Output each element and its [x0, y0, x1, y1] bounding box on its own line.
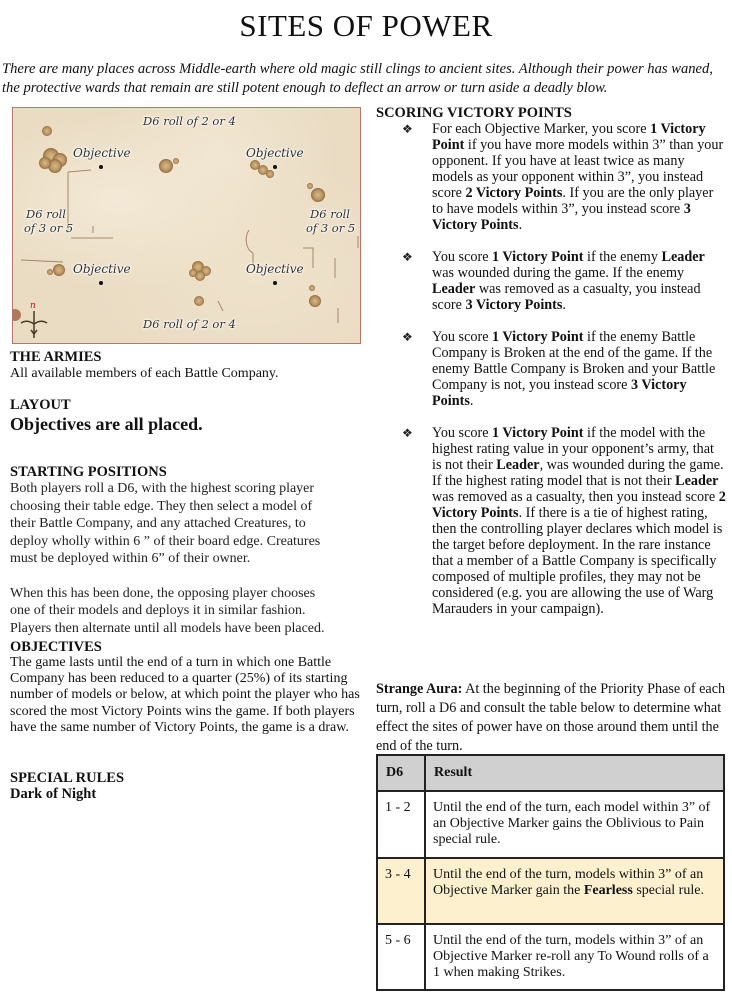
starting-line: one of their models and deploys it in similar fashion. [10, 603, 306, 618]
deployment-label-right [306, 207, 355, 235]
battlefield-map [12, 107, 361, 344]
diamond-bullet-icon: ❖ [402, 122, 413, 136]
objective-label: Objective [246, 262, 304, 276]
deployment-label-left-line1: D6 roll [26, 207, 66, 221]
text-run: You score [432, 425, 493, 441]
tree-cluster [189, 261, 211, 306]
scoring-bullet [402, 329, 726, 409]
diamond-bullet-icon: ❖ [402, 250, 413, 264]
text-run: . [562, 297, 566, 313]
result-cell [425, 924, 724, 990]
objective-label: Objective [246, 146, 304, 160]
deployment-label-top: D6 roll of 2 or 4 [143, 114, 236, 128]
deployment-label-bottom: D6 roll of 2 or 4 [143, 317, 236, 331]
text-run: if the enemy [583, 249, 662, 265]
starting-heading: STARTING POSITIONS [10, 464, 167, 480]
text-run: was wounded during the game. If the enemy [432, 265, 685, 281]
result-cell [425, 858, 724, 924]
emphasis-text: 1 Victory Point [432, 121, 706, 153]
text-run: if you have more models within 3” than your opponent. If you have at least twice as many models as your opponent within 3”, you instead score [432, 137, 724, 201]
page-title: SITES OF POWER [239, 8, 493, 43]
tree-cluster [39, 126, 67, 173]
text-run: Until the end of the turn, models within 3” of an Objective Marker re-roll any To Wound rolls of a 1 when making Strikes. [433, 933, 709, 980]
table-row [377, 924, 724, 990]
text-run: was removed as a casualty, then you instead score [432, 489, 719, 505]
emphasis-text: 1 Victory Point [492, 249, 584, 265]
deployment-label-right-line1: D6 roll [310, 207, 350, 221]
special-rules-heading: SPECIAL RULES [10, 770, 125, 786]
table-row [377, 791, 724, 858]
objective-marker [99, 165, 103, 169]
text-run: special rule. [632, 883, 704, 898]
result-cell [425, 791, 724, 858]
scoring-bullet [402, 121, 726, 233]
layout-heading: LAYOUT [10, 397, 71, 413]
starting-line: Players then alternate until all models have been placed. [10, 620, 325, 636]
starting-para2 [10, 585, 368, 638]
starting-line: Both players roll a D6, with the highest scoring player [10, 481, 315, 496]
emphasis-text: Leader [661, 249, 705, 265]
objectives-text: The game lasts until the end of a turn in which one Battle Company has been reduced to a quarter (25%) of its starting number of models or below, at which point the player who has scored the most Victory Points wins the game. If both players have the same number of Victory Points, the game is a draw. [10, 655, 360, 735]
header-result: Result [425, 755, 724, 791]
emphasis-text: 1 Victory Point [492, 329, 584, 345]
text-run: For each Objective Marker, you score [432, 121, 651, 137]
deployment-label-right-line2: of 3 or 5 [306, 221, 356, 235]
strange-aura-label: Strange Aura: [376, 681, 463, 697]
layout-text: Objectives are all placed. [10, 414, 203, 434]
text-run: . [469, 393, 474, 409]
tree-cluster [159, 158, 179, 173]
tree-cluster [307, 183, 325, 202]
text-run: . [518, 217, 523, 233]
tree-cluster [309, 285, 321, 307]
roll-range-cell: 3 - 4 [377, 858, 425, 924]
emphasis-text: 2 Victory Points [465, 185, 563, 201]
emphasis-text: Leader [432, 281, 476, 297]
table-body [377, 791, 724, 990]
header-d6: D6 [377, 755, 425, 791]
section-objectives [10, 639, 362, 736]
starting-line: their Battle Company, and any attached Creatures, to [10, 516, 306, 531]
objectives-heading: OBJECTIVES [10, 639, 102, 655]
section-starting-positions [10, 464, 368, 637]
diamond-bullet-icon: ❖ [402, 426, 413, 440]
diamond-bullet-icon: ❖ [402, 330, 413, 344]
special-rule-name: Dark of Night [10, 786, 97, 802]
compass-letter: n [30, 301, 36, 311]
text-run: Until the end of the turn, each model within 3” of an Objective Marker gains the Oblivious to Pain special rule. [433, 800, 711, 847]
objective-label: Objective [73, 262, 131, 276]
section-layout [10, 397, 368, 435]
objective-label: Objective [73, 146, 131, 160]
text-run: You score [432, 249, 493, 265]
strange-aura-text: At the beginning of the Priority Phase of each turn, roll a D6 and consult the table below to determine what effect the sites of power have on those around them until the end of the turn. [376, 681, 726, 754]
text-run: . If you are the only player to have models within 3”, you instead score [432, 185, 714, 217]
roll-range-cell: 5 - 6 [377, 924, 425, 990]
deployment-label-left-line2: of 3 or 5 [24, 221, 74, 235]
text-run: was removed as a casualty, you instead score [432, 281, 701, 313]
emphasis-text: 2 Victory Points [432, 489, 726, 521]
objective-marker [273, 165, 277, 169]
objective-marker [99, 281, 103, 285]
text-run: . If there is a tie of highest rating, then the controlling player declares which model is the target before deployment. In the rare instance that a member of a Battle Company is specifically composed of multiple profiles, they may not be considered (e.g. you are allowing the use of Warg Marauders in your campaign). [432, 505, 723, 617]
scoring-list [402, 121, 726, 617]
objective-marker [273, 281, 277, 285]
strange-aura-rule [376, 680, 726, 756]
armies-text: All available members of each Battle Company. [10, 366, 279, 381]
scoring-bullet [402, 425, 726, 617]
starting-line: When this has been done, the opposing player chooses [10, 585, 316, 601]
strange-aura-table [376, 754, 725, 991]
text-run: , was wounded during the game. If the highest rating model that is not their [432, 457, 724, 489]
starting-line: deploy wholly within 6 ” of their board edge. Creatures [10, 533, 321, 549]
table-header-row [377, 755, 724, 791]
emphasis-text: 3 Victory Points [432, 377, 687, 409]
tree-cluster [250, 160, 274, 178]
section-scoring [376, 105, 726, 633]
text-run: if the enemy Battle Company is Broken at the end of the game. If the enemy Battle Company is Broken and your Battle Company is not, you instead score [432, 329, 716, 393]
tree-cluster [47, 264, 65, 276]
text-run: if the model with the highest rating value in your opponent’s army, that is not their [432, 425, 714, 473]
scoring-heading: SCORING VICTORY POINTS [376, 105, 572, 121]
section-armies [10, 349, 368, 382]
armies-heading: THE ARMIES [10, 349, 102, 365]
text-run: Until the end of the turn, models within 3” of an Objective Marker gain the [433, 867, 704, 898]
emphasis-text: 3 Victory Points [465, 297, 563, 313]
table-row [377, 858, 724, 924]
emphasis-text: Leader [675, 473, 719, 489]
emphasis-text: Leader [496, 457, 540, 473]
text-run: You score [432, 329, 493, 345]
ruins [21, 170, 358, 323]
intro-text: There are many places across Middle-earth where old magic still clings to ancient sites. Although their power has waned, the protective wards that remain are still potent enough to deflect an arrow or turn aside a deadly blow. [2, 61, 713, 96]
emphasis-text: 1 Victory Point [492, 425, 584, 441]
section-special-rules [10, 770, 368, 802]
deployment-label-left [24, 207, 73, 235]
compass-icon [21, 301, 47, 338]
starting-line: choosing their table edge. They then select a model of [10, 498, 313, 514]
roll-range-cell: 1 - 2 [377, 791, 425, 858]
starting-para1 [10, 480, 368, 568]
emphasis-text: Fearless [583, 883, 633, 898]
emphasis-text: 3 Victory Points [432, 201, 691, 233]
starting-line: must be deployed within 6” of their owner. [10, 551, 251, 566]
scoring-bullet [402, 249, 726, 313]
